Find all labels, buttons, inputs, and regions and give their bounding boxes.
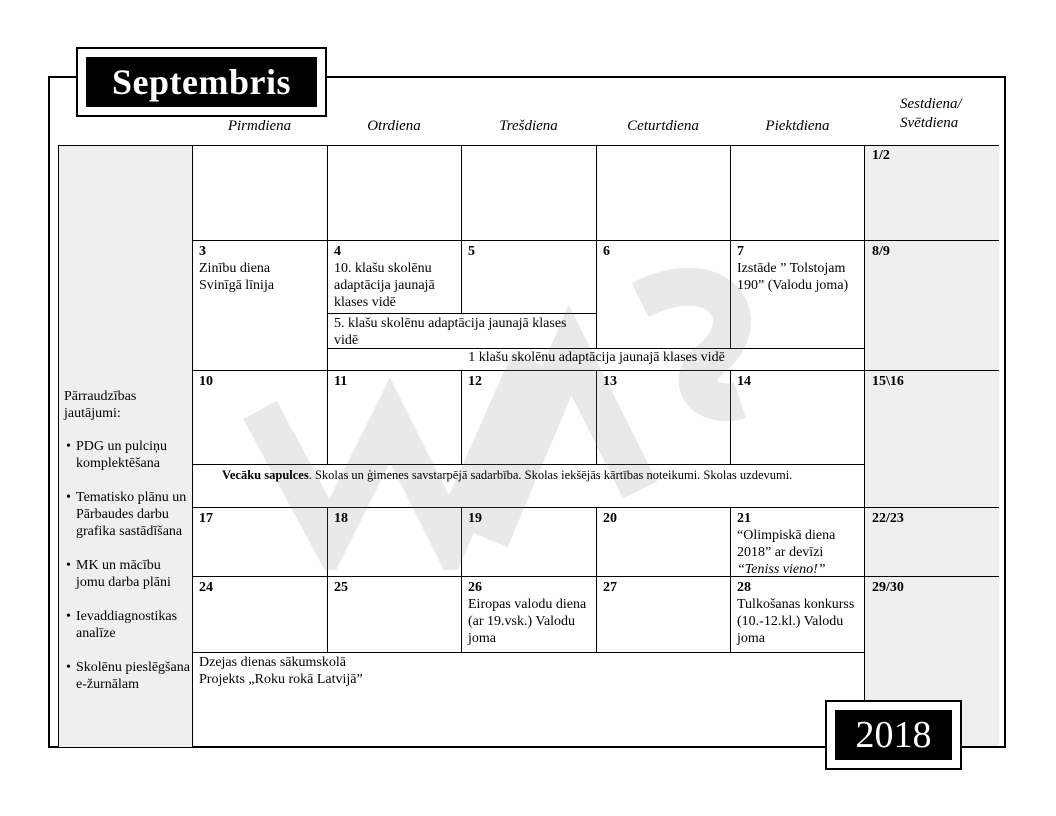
day-cell-13 <box>597 371 730 392</box>
supervision-list <box>64 438 190 693</box>
day-cell-20 <box>597 508 730 529</box>
list-item: • Skolēnu pieslēgšana e-žurnālam <box>76 659 190 693</box>
list-item: • Ievaddiagnostikas analīze <box>76 608 190 642</box>
day-number: 6 <box>603 244 610 259</box>
event-text: Eiropas valodu diena (ar 19.vsk.) Valodu joma <box>468 597 587 646</box>
day-cell-15-16 <box>866 371 999 392</box>
weekend-label-2: Svētdiena <box>900 115 959 131</box>
dayname-wednesday: Trešdiena <box>499 118 558 134</box>
month-title: Septembris <box>86 57 317 107</box>
row-line <box>192 464 865 465</box>
list-item: • PDG un pulciņu komplektēšana <box>76 438 190 472</box>
event-text: Tulkošanas konkurss (10.-12.kl.) Valodu joma <box>737 597 855 646</box>
event-span-1-class: 1 klašu skolēnu adaptācija jaunajā klases vidē <box>468 350 725 365</box>
dayname-monday: Pirmdiena <box>227 118 292 134</box>
day-number: 22/23 <box>872 511 904 526</box>
col-line <box>596 145 597 240</box>
day-number: 28 <box>737 580 751 595</box>
day-cell-10 <box>193 371 327 392</box>
day-number: 18 <box>334 511 348 526</box>
col-line <box>461 145 462 240</box>
day-number: 24 <box>199 580 213 595</box>
event-text: Svinīgā līnija <box>199 278 275 293</box>
day-cell-29-30 <box>866 577 999 598</box>
day-number: 26 <box>468 580 482 595</box>
event-text: Projekts „Roku rokā Latvijā” <box>199 672 363 687</box>
row-line <box>327 313 596 314</box>
day-number: 29/30 <box>872 580 904 595</box>
day-number: 17 <box>199 511 213 526</box>
supervision-heading: Pārraudzības jautājumi: <box>64 389 137 421</box>
day-cell-25 <box>328 577 461 598</box>
day-cell-24 <box>193 577 327 598</box>
event-text: Zinību diena <box>199 261 271 276</box>
day-cell-28 <box>731 577 865 649</box>
event-span-poetry-days <box>199 654 799 688</box>
day-number: 1/2 <box>872 148 890 163</box>
event-bold-text: Vecāku sapulces <box>222 468 309 482</box>
day-number: 13 <box>603 374 617 389</box>
day-cell-17 <box>193 508 327 529</box>
day-cell-5 <box>462 241 596 262</box>
day-number: 5 <box>468 244 475 259</box>
dayname-tuesday: Otrdiena <box>367 118 421 134</box>
day-cell-11 <box>328 371 461 392</box>
day-number: 11 <box>334 374 348 389</box>
day-cell-14 <box>731 371 865 392</box>
day-number: 3 <box>199 244 206 259</box>
weekend-label-1: Sestdiena/ <box>900 96 962 112</box>
day-cell-21 <box>731 508 865 580</box>
day-cell-1-2 <box>866 145 999 166</box>
day-number: 21 <box>737 511 751 526</box>
dayname-weekend <box>900 95 962 133</box>
event-span-parent-meetings <box>222 467 862 484</box>
list-item: • Tematisko plānu un Pārbaudes darbu grafika sastādīšana <box>76 489 190 540</box>
col-line <box>327 145 328 240</box>
dayname-thursday: Ceturtdiena <box>627 118 699 134</box>
day-number: 19 <box>468 511 482 526</box>
event-text: . Skolas un ģimenes savstarpējā sadarbība. Skolas iekšējās kārtības noteikumi. Skolas uzdevumi. <box>308 468 793 482</box>
day-number: 14 <box>737 374 751 389</box>
day-number: 10 <box>199 374 213 389</box>
day-cell-8-9 <box>866 241 999 262</box>
day-cell-19 <box>462 508 596 529</box>
weekend-column <box>865 145 999 747</box>
day-cell-4 <box>328 241 461 313</box>
day-cell-7 <box>731 241 865 296</box>
day-cell-18 <box>328 508 461 529</box>
supervision-panel <box>64 388 190 710</box>
row-line <box>192 652 865 653</box>
year-box <box>825 700 962 770</box>
day-number: 20 <box>603 511 617 526</box>
event-span-5-class: 5. klašu skolēnu adaptācija jaunajā klases vidē <box>334 316 567 348</box>
col-line <box>730 145 731 240</box>
day-number: 4 <box>334 244 341 259</box>
day-number: 25 <box>334 580 348 595</box>
year-label: 2018 <box>835 710 952 760</box>
day-number: 12 <box>468 374 482 389</box>
event-text: “Olimpiskā diena 2018” ar devīzi <box>737 528 836 560</box>
day-cell-26 <box>462 577 596 649</box>
event-text: Dzejas dienas sākumskolā <box>199 655 346 670</box>
event-text: 10. klašu skolēnu adaptācija jaunajā klases vidē <box>334 261 435 310</box>
day-cell-6 <box>597 241 730 262</box>
list-item: • MK un mācību jomu darba plāni <box>76 557 190 591</box>
day-cell-12 <box>462 371 596 392</box>
day-cell-3 <box>193 241 327 296</box>
day-number: 7 <box>737 244 744 259</box>
day-cell-22-23 <box>866 508 999 529</box>
month-title-box <box>76 47 327 117</box>
event-text: Izstāde ” Tolstojam 190” (Valodu joma) <box>737 261 849 293</box>
day-number: 8/9 <box>872 244 890 259</box>
event-italic-text: “Teniss vieno!” <box>737 562 826 577</box>
dayname-friday: Piektdiena <box>765 118 830 134</box>
day-number: 27 <box>603 580 617 595</box>
day-cell-27 <box>597 577 730 598</box>
day-number: 15\16 <box>872 374 904 389</box>
